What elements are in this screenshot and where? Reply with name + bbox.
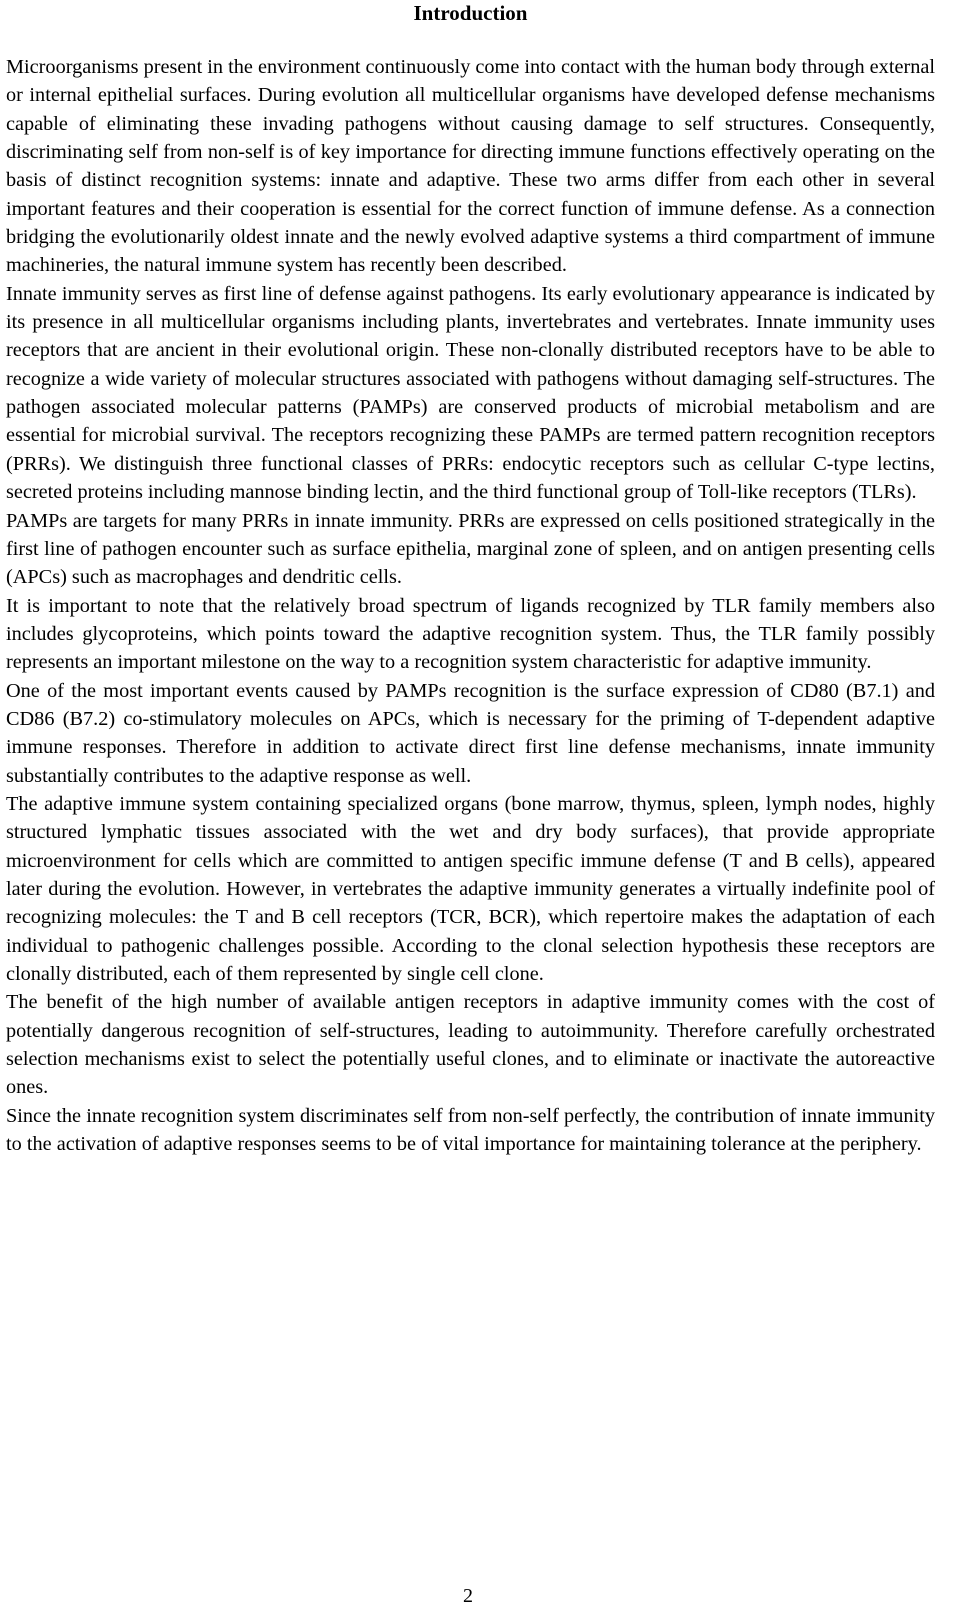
document-page	[6, 0, 935, 1158]
section-title: Introduction	[413, 1, 528, 25]
paragraph-8: Since the innate recognition system discriminates self from non-self perfectly, the contribution of innate immunity to the activation of adaptive responses seems to be of vital importance for maintaining tolerance at the periphery.	[6, 1104, 935, 1156]
page-number: 2	[463, 1585, 473, 1607]
paragraph-6: The adaptive immune system containing specialized organs (bone marrow, thymus, spleen, lymph nodes, highly structured lymphatic tissues associated with the wet and dry body surfaces), that provide appropriate microenvironment for cells which are committed to antigen specific immune defense (T and B cells), appeared later during the evolution. However, in vertebrates the adaptive immunity generates a virtually indefinite pool of recognizing molecules: the T and B cell receptors (TCR, BCR), which repertoire makes the adaptation of each individual to pathogenic challenges possible. According to the clonal selection hypothesis these receptors are clonally distributed, each of them represented by single cell clone.	[6, 792, 935, 985]
paragraph-3: PAMPs are targets for many PRRs in innate immunity. PRRs are expressed on cells positioned strategically in the first line of pathogen encounter such as surface epithelia, marginal zone of spleen, and on antigen presenting cells (APCs) such as macrophages and dendritic cells.	[6, 509, 935, 589]
paragraph-1: Microorganisms present in the environment continuously come into contact with the human body through external or internal epithelial surfaces. During evolution all multicellular organisms have developed defense mechanisms capable of eliminating these invading pathogens without causing damage to self structures. Consequently, discriminating self from non-self is of key importance for directing immune functions effectively operating on the basis of distinct recognition systems: innate and adaptive. These two arms differ from each other in several important features and their cooperation is essential for the correct function of immune defense. As a connection bridging the evolutionarily oldest innate and the newly evolved adaptive systems a third compartment of immune machineries, the natural immune system has recently been described.	[6, 56, 935, 277]
paragraph-7: The benefit of the high number of available antigen receptors in adaptive immunity comes with the cost of potentially dangerous recognition of self-structures, leading to autoimmunity. Therefore carefully orchestrated selection mechanisms exist to select the potentially useful clones, and to eliminate or inactivate the autoreactive ones.	[6, 991, 935, 1099]
paragraph-5: One of the most important events caused by PAMPs recognition is the surface expression of CD80 (B7.1) and CD86 (B7.2) co-stimulatory molecules on APCs, which is necessary for the priming of T-dependent adaptive immune responses. Therefore in addition to activate direct first line defense mechanisms, innate immunity substantially contributes to the adaptive response as well.	[6, 679, 935, 787]
body-text	[6, 53, 935, 1158]
paragraph-4: It is important to note that the relatively broad spectrum of ligands recognized by TLR family members also includes glycoproteins, which points toward the adaptive recognition system. Thus, the TLR family possibly represents an important milestone on the way to a recognition system characteristic for adaptive immunity.	[6, 594, 935, 674]
paragraph-2: Innate immunity serves as first line of defense against pathogens. Its early evolutionary appearance is indicated by its presence in all multicellular organisms including plants, invertebrates and vertebrates. Innate immunity uses receptors that are ancient in their evolutional origin. These non-clonally distributed receptors have to be able to recognize a wide variety of molecular structures associated with pathogens without damaging self-structures. The pathogen associated molecular patterns (PAMPs) are conserved products of microbial metabolism and are essential for microbial survival. The receptors recognizing these PAMPs are termed pattern recognition receptors (PRRs). We distinguish three functional classes of PRRs: endocytic receptors such as cellular C-type lectins, secreted proteins including mannose binding lectin, and the third functional group of Toll-like receptors (TLRs).	[6, 282, 935, 504]
